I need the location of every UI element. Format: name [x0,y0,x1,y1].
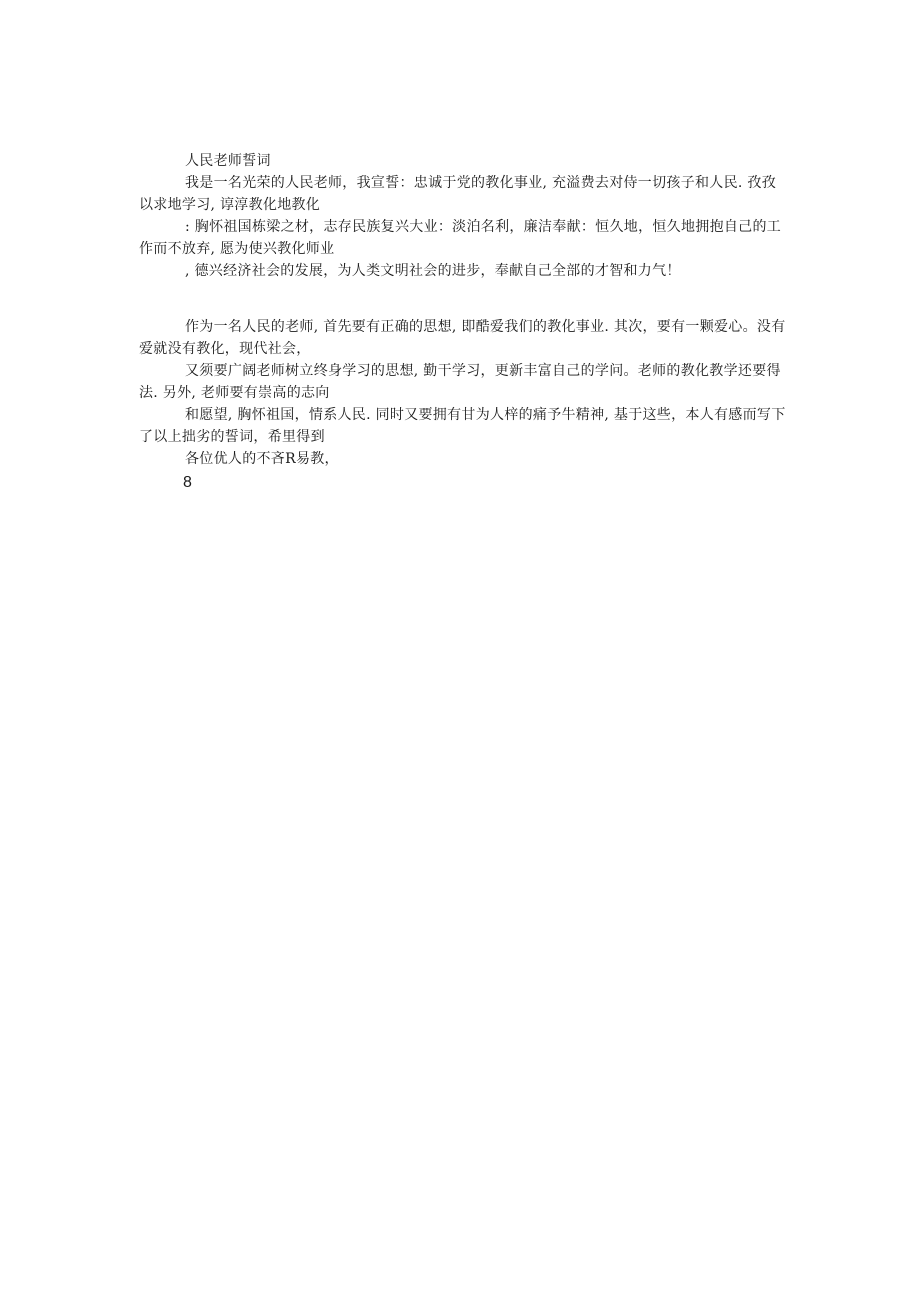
document-title: 人民老师誓词 [185,153,271,169]
paragraph-7: 各位优人的不吝R易教， [185,451,339,467]
paragraph-3: , 德兴经济社会的发展，为人类文明社会的进步，奉献自己全部的才智和力气！ [185,263,681,279]
paragraph-4: 作为一名人民的老师, 首先要有正确的思想, 即酷爱我们的教化事业. 其次，要有一颗爱心。没有爱就没有教化，现代社会， [139,319,786,357]
paragraph-5: 又须要广阔老师树立终身学习的思想, 勤干学习，更新丰富自己的学问。老师的教化教学还要得法. 另外, 老师要有崇高的志向 [139,363,781,401]
paragraph-6: 和愿望, 胸怀祖国，情系人民. 同时又要拥有甘为人梓的痛予牛精神, 基于这些，本人有感而写下了以上拙劣的誓词，希里得到 [139,407,786,445]
paragraph-1: 我是一名光荣的人民老师，我宣誓：忠诚于党的教化事业, 充溢费去对侍一切孩子和人民. 孜孜以求地学习, 谆淳教化地教化 [139,175,776,213]
page-number: 8 [183,474,193,491]
paragraph-2: : 胸怀祖国栋梁之材，志存民族复兴大业：淡泊名利，廉洁奉献：恒久地，恒久地拥抱自己的工作而不放弃, 愿为使兴教化师业 [139,219,782,257]
spacer [139,304,789,316]
document-body [139,150,789,494]
blank-line [139,282,789,304]
